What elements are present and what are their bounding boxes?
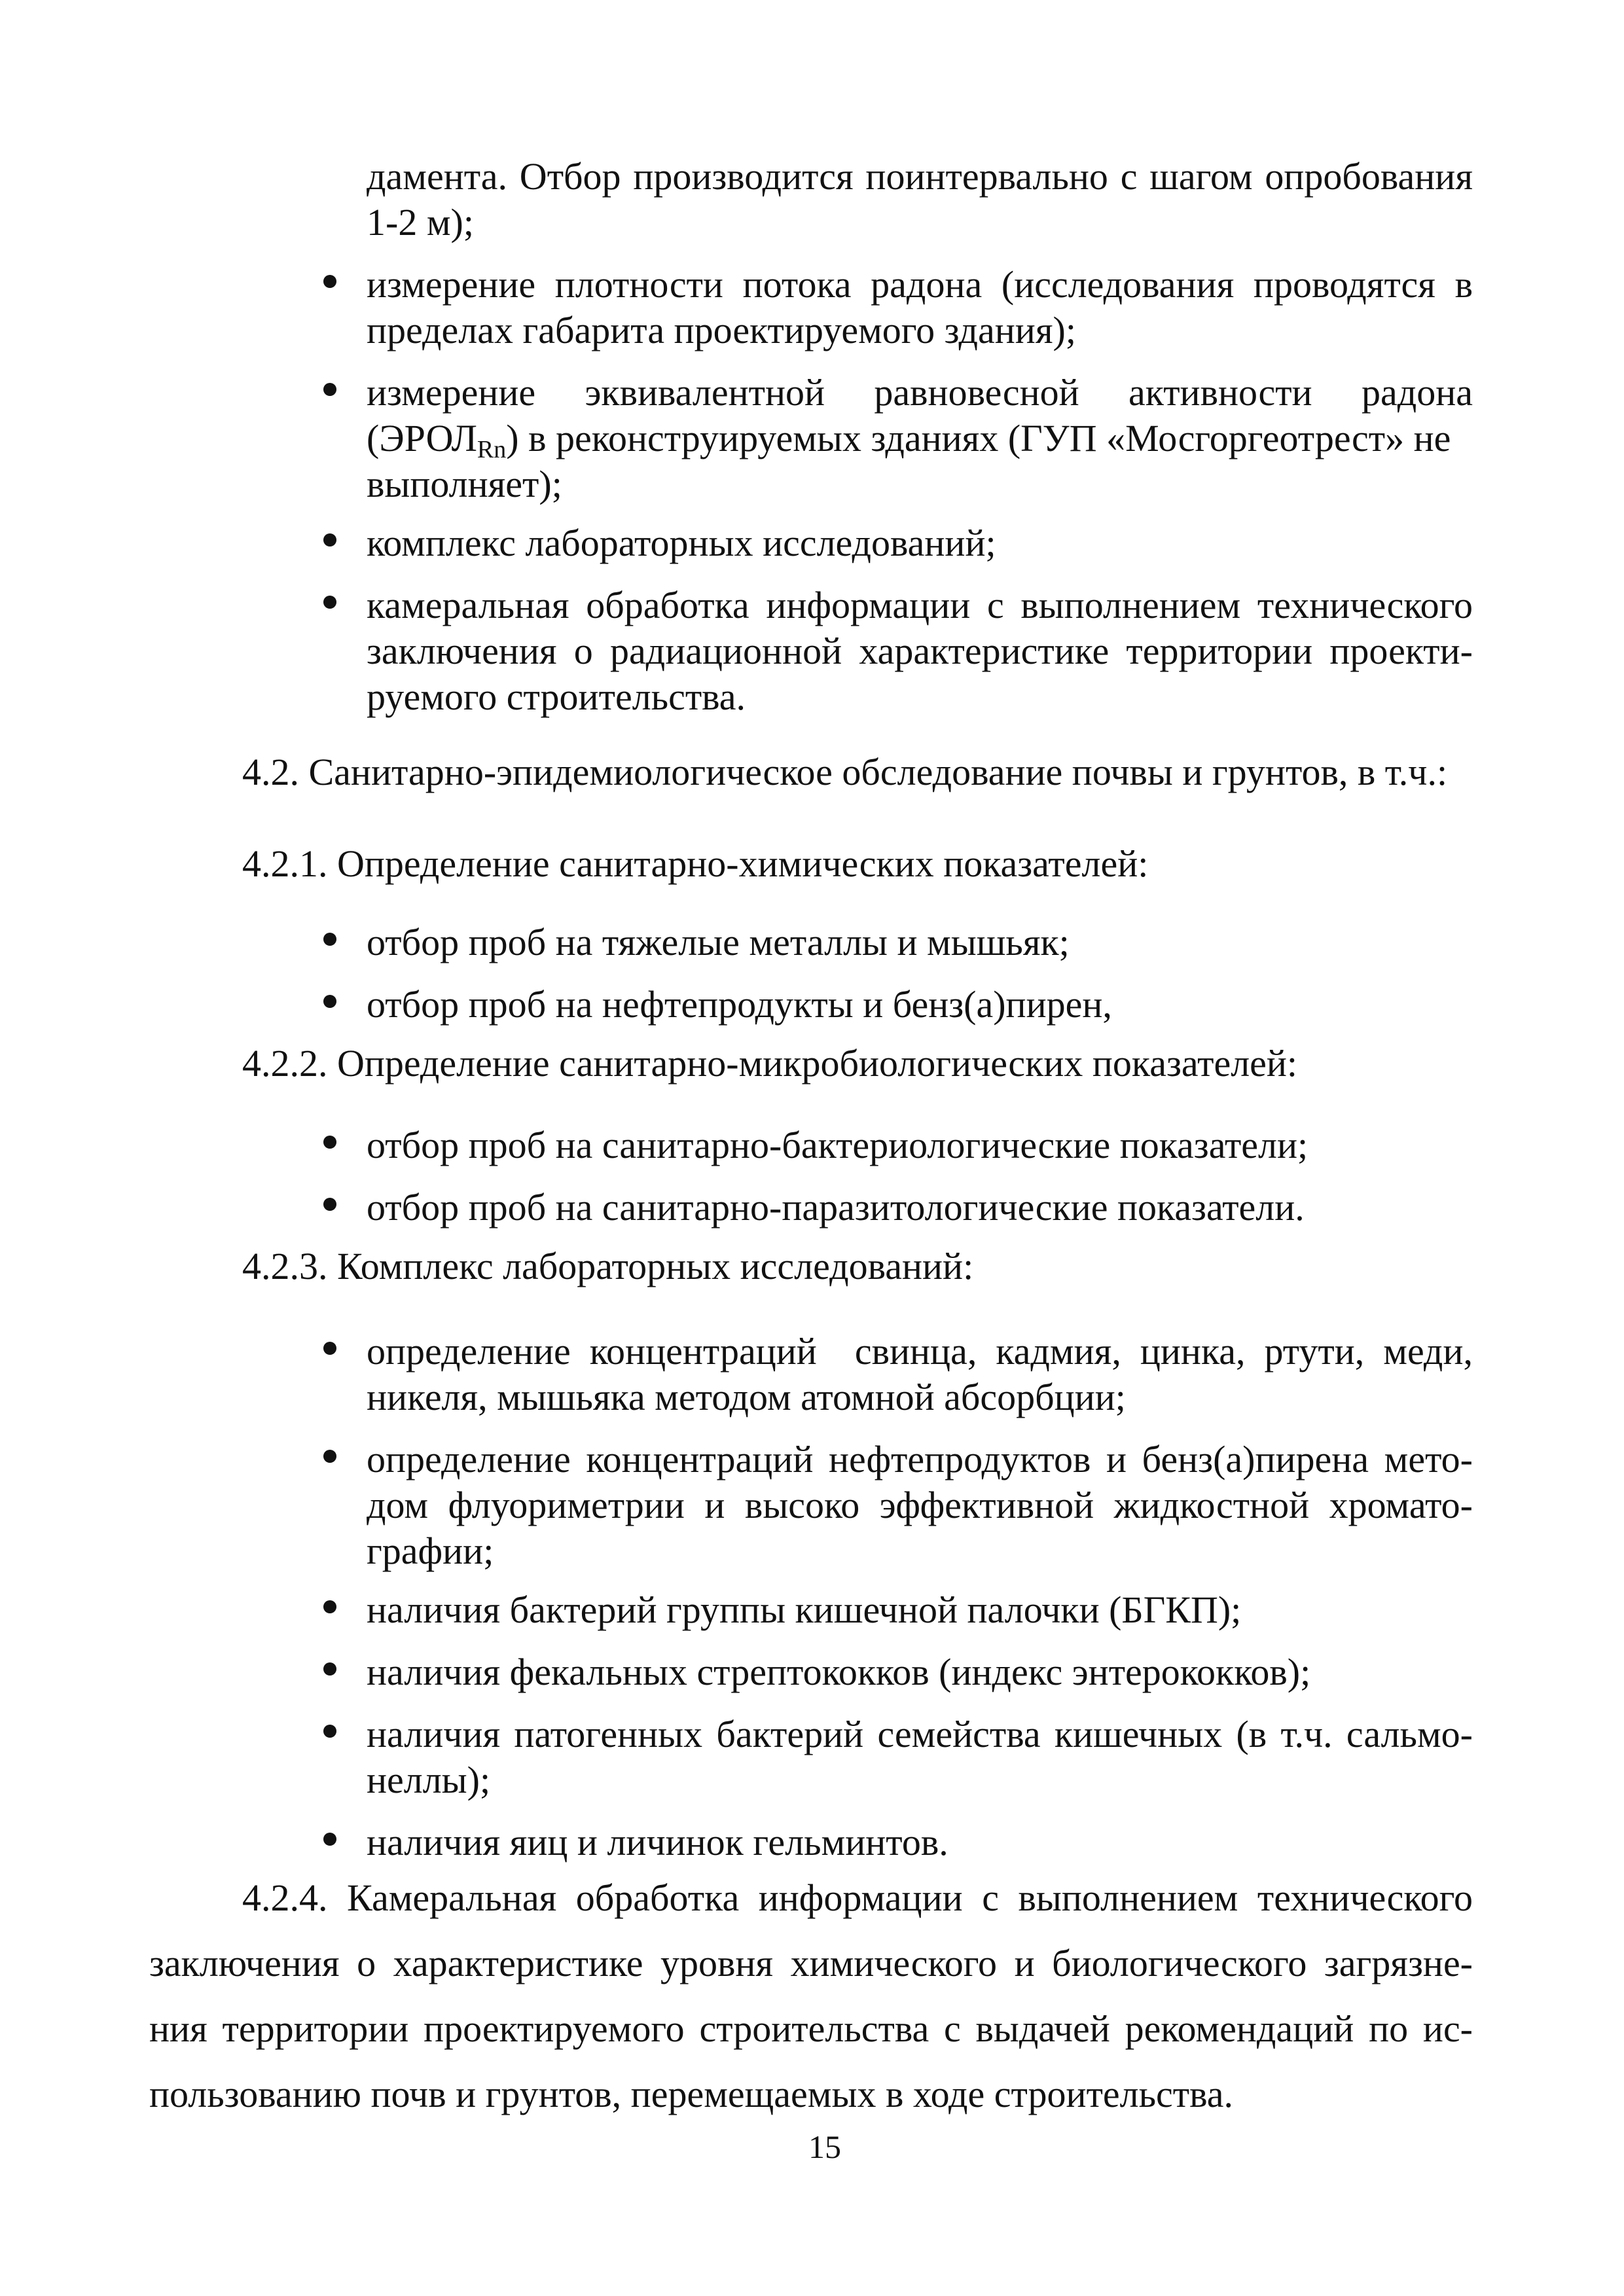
bullet-icon bbox=[323, 1198, 336, 1211]
bullet-icon bbox=[323, 1662, 336, 1676]
paragraph-line: пользованию почв и грунтов, перемещаемых в ходе строительства. bbox=[149, 2073, 1234, 2115]
list-item-line: наличия патогенных бактерий семейства кишечных (в т.ч. сальмо- bbox=[367, 1713, 1473, 1755]
list-item-line: комплекс лабораторных исследований; bbox=[367, 522, 996, 564]
bullet-icon bbox=[323, 275, 336, 288]
list-item-line: пределах габарита проектируемого здания); bbox=[367, 309, 1076, 351]
bullet-icon bbox=[323, 1600, 336, 1613]
erol-prefix: (ЭРОЛ bbox=[367, 417, 477, 459]
paragraph-line: 4.2.4. Камеральная обработка информации с выполнением технического bbox=[242, 1876, 1473, 1919]
bullet-icon bbox=[323, 1450, 336, 1463]
paragraph-line: ния территории проектируемого строительства с выдачей рекомендаций по ис- bbox=[149, 2007, 1473, 2050]
list-item-line: отбор проб на санитарно-паразитологические показатели. bbox=[367, 1186, 1305, 1229]
continuation-line: дамента. Отбор производится поинтервально с шагом опробования bbox=[367, 155, 1473, 198]
paragraph-line: заключения о характеристике уровня химического и биологического загрязне- bbox=[149, 1942, 1473, 1984]
list-item-line: графии; bbox=[367, 1530, 494, 1572]
list-item-line: никеля, мышьяка методом атомной абсорбции; bbox=[367, 1376, 1126, 1418]
page-number: 15 bbox=[808, 2128, 841, 2165]
continuation-line: 1-2 м); bbox=[367, 201, 474, 243]
erol-subscript: Rn bbox=[477, 436, 507, 463]
list-item-line: отбор проб на санитарно-бактериологические показатели; bbox=[367, 1124, 1308, 1166]
bullet-icon bbox=[323, 383, 336, 396]
list-item-line: измерение эквивалентной равновесной активности радона bbox=[367, 371, 1473, 414]
list-item-line: заключения о радиационной характеристике территории проекти- bbox=[367, 630, 1473, 672]
list-item-line: измерение плотности потока радона (исследования проводятся в bbox=[367, 263, 1473, 306]
section-heading: 4.2. Санитарно-эпидемиологическое обследование почвы и грунтов, в т.ч.: bbox=[242, 751, 1448, 793]
bullet-icon bbox=[323, 1342, 336, 1355]
bullet-icon bbox=[323, 933, 336, 946]
list-item-line bbox=[367, 416, 1473, 461]
bullet-icon bbox=[323, 1136, 336, 1149]
list-item-line: отбор проб на тяжелые металлы и мышьяк; bbox=[367, 921, 1070, 963]
list-item-line: определение концентраций свинца, кадмия, цинка, ртути, меди, bbox=[367, 1330, 1473, 1372]
erol-suffix: ) bbox=[506, 417, 519, 459]
list-item-line: руемого строительства. bbox=[367, 675, 746, 718]
list-item-line-text: в реконструируемых зданиях (ГУП «Мосгоргеотрест» не bbox=[528, 417, 1451, 459]
subsection-heading: 4.2.3. Комплекс лабораторных исследований: bbox=[242, 1245, 974, 1287]
list-item-line: камеральная обработка информации с выполнением технического bbox=[367, 584, 1473, 626]
list-item-line: неллы); bbox=[367, 1759, 491, 1801]
subsection-heading: 4.2.2. Определение санитарно-микробиологических показателей: bbox=[242, 1042, 1298, 1085]
bullet-icon bbox=[323, 995, 336, 1008]
subsection-heading: 4.2.1. Определение санитарно-химических показателей: bbox=[242, 842, 1149, 885]
list-item-line: отбор проб на нефтепродукты и бенз(а)пирен, bbox=[367, 983, 1112, 1026]
list-item-line: дом флуориметрии и высоко эффективной жидкостной хромато- bbox=[367, 1484, 1473, 1526]
list-item-line: выполняет); bbox=[367, 463, 562, 505]
bullet-icon bbox=[323, 1833, 336, 1846]
list-item-line: определение концентраций нефтепродуктов и бенз(а)пирена мето- bbox=[367, 1438, 1473, 1480]
list-item-line: наличия фекальных стрептококков (индекс энтерококков); bbox=[367, 1651, 1311, 1693]
bullet-icon bbox=[323, 596, 336, 609]
list-item-line: наличия яиц и личинок гельминтов. bbox=[367, 1821, 948, 1863]
bullet-icon bbox=[323, 1725, 336, 1738]
list-item-line: наличия бактерий группы кишечной палочки (БГКП); bbox=[367, 1588, 1242, 1631]
bullet-icon bbox=[323, 533, 336, 547]
